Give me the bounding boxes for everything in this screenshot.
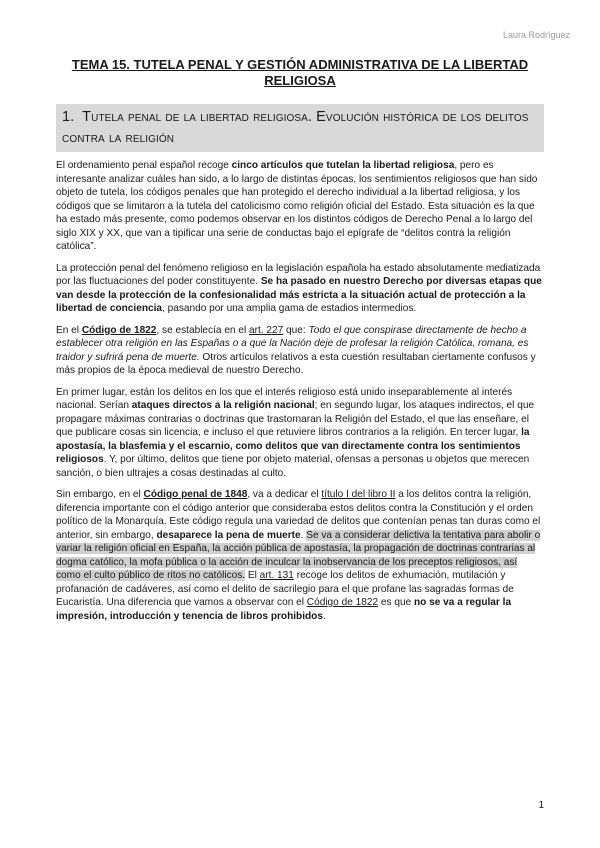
document-title: TEMA 15. TUTELA PENAL Y GESTIÓN ADMINISTRATIVA DE LA LIBERTAD RELIGIOSA — [71, 57, 529, 88]
italic-run: Todo el que conspirase directamente de hecho a establecer otra religión en las Españas o a que la Nación deje de profesar la religión Católica, romana, es traidor y sufrirá pena de muerte. — [56, 324, 529, 363]
bold-run: ataques directos a la religión nacional — [131, 400, 315, 411]
text-run: Sin embargo, en el — [56, 489, 144, 500]
bold-underlined-run: Código de 1822 — [81, 324, 157, 336]
paragraph-1 — [56, 159, 544, 254]
text-run: El — [245, 570, 260, 581]
section-heading-text: Tutela penal de la libertad religiosa. Evolución histórica de los delitos contra la religión — [62, 109, 529, 146]
text-run: El ordenamiento penal español recoge — [56, 160, 232, 171]
text-run: La protección penal del fenómeno religioso en la legislación española ha estado absolutamente mediatizada por las fluctuaciones del poder constituyente. — [56, 262, 541, 287]
section-number: 1. — [62, 109, 75, 125]
highlighted-run: Se va a considerar delictiva la tentativa para abolir o variar la religión oficial en España, la acción pública de apostasía, la propagación de doctrinas contrarias al dogma católico, la mofa pública o la acción de inculcar la inobservancia de los preceptos religiosos, así como el culto público de ritos no católicos. — [56, 529, 541, 581]
text-run: En primer lugar, están los delitos en los que el interés religioso está unido inseparablemente al interés nacional. Serían — [56, 386, 513, 411]
underlined-run: Código de 1822 — [306, 597, 379, 608]
text-run: , pasando por una amplia gama de estadios intermedios. — [162, 303, 417, 314]
page-number: 1 — [538, 800, 544, 811]
text-run: a los delitos contra la religión, diferencia importante con el código anterior que consideraba estos delitos contra la Constitución y el orden político de la Monarquía. Este código regula una variedad de delitos que contenían penas tan duras como el anterior, sin embargo, — [56, 489, 541, 541]
underlined-run: art. 227 — [249, 324, 284, 336]
bold-run: desaparece la pena de muerte — [156, 529, 301, 541]
document-body — [56, 159, 544, 631]
text-run: recoge los delitos de exhumación, mutilación y profanación de cadáveres, así como el delito de sacrilegio para el que profane las sagradas formas de Eucaristía. Una diferencia que vamos a observar con el — [56, 570, 514, 608]
bold-underlined-run: Código penal de 1848 — [143, 489, 248, 500]
paragraph-5 — [56, 488, 544, 623]
bold-run: cinco artículos que tutelan la libertad religiosa — [231, 160, 455, 171]
paragraph-4 — [56, 386, 544, 481]
text-run: es que — [378, 597, 414, 608]
text-run: . — [300, 529, 307, 541]
text-run: . Y, por último, delitos que tiene por objeto material, ofensas a personas u objetos que merecen sanción, o bien ultrajes a cosas destinadas al culto. — [56, 454, 530, 479]
paragraph-3 — [56, 324, 544, 378]
author-header: Laura Rodríguez — [502, 30, 570, 40]
text-run: que: — [283, 324, 309, 336]
bold-run: la apostasía, la blasfemia y el escarnio, como delitos que van directamente contra los sentimientos religiosos — [56, 427, 530, 465]
text-run: ; en segundo lugar, los ataques indirectos, el que propagare máximas contrarias o doctrinas que trastornaran la Religión del Estado, el que las enseñare, el que publicare cosas sin licencia, e incluso el que retuviere libros contrarios a la religión. En tercer lugar, — [56, 400, 535, 438]
paragraph-2 — [56, 262, 544, 316]
section-heading — [56, 104, 544, 152]
text-run: , va a dedicar el — [247, 489, 322, 500]
text-run: En el — [56, 324, 82, 336]
text-run: . — [322, 610, 326, 622]
bold-run: no se va a regular la impresión, introducción y tenencia de libros prohibidos — [56, 597, 512, 622]
text-run: , pero es interesante analizar cuáles han sido, a lo largo de distintas épocas, los sentimientos religiosos que han sido objeto de tutela, los códigos penales que han protegido el derecho individual a la libertad religiosa, y los códigos que se limitaron a la tutela del catolicismo como religión oficial del Estado. Esta situación es la que ha estado más presente, como podemos observar en los distintos códigos de Derecho Penal a lo largo del siglo XIX y XX, que van a tipificar una serie de conductas bajo el epígrafe de “delitos contra la religión católica”. — [56, 160, 538, 252]
underlined-run: art. 131 — [259, 570, 294, 581]
text-run: , se establecía en el — [156, 324, 250, 336]
text-run: Otros artículos relativos a esta cuestión resultaban ciertamente confusos y más propios de la época medieval de nuestro Derecho. — [56, 351, 536, 376]
underlined-run: título I del libro II — [321, 489, 396, 500]
bold-run: Se ha pasado en nuestro Derecho por diversas etapas que van desde la protección de la confesionalidad más estricta a la situación actual de protección a la libertad de conciencia — [56, 276, 542, 314]
